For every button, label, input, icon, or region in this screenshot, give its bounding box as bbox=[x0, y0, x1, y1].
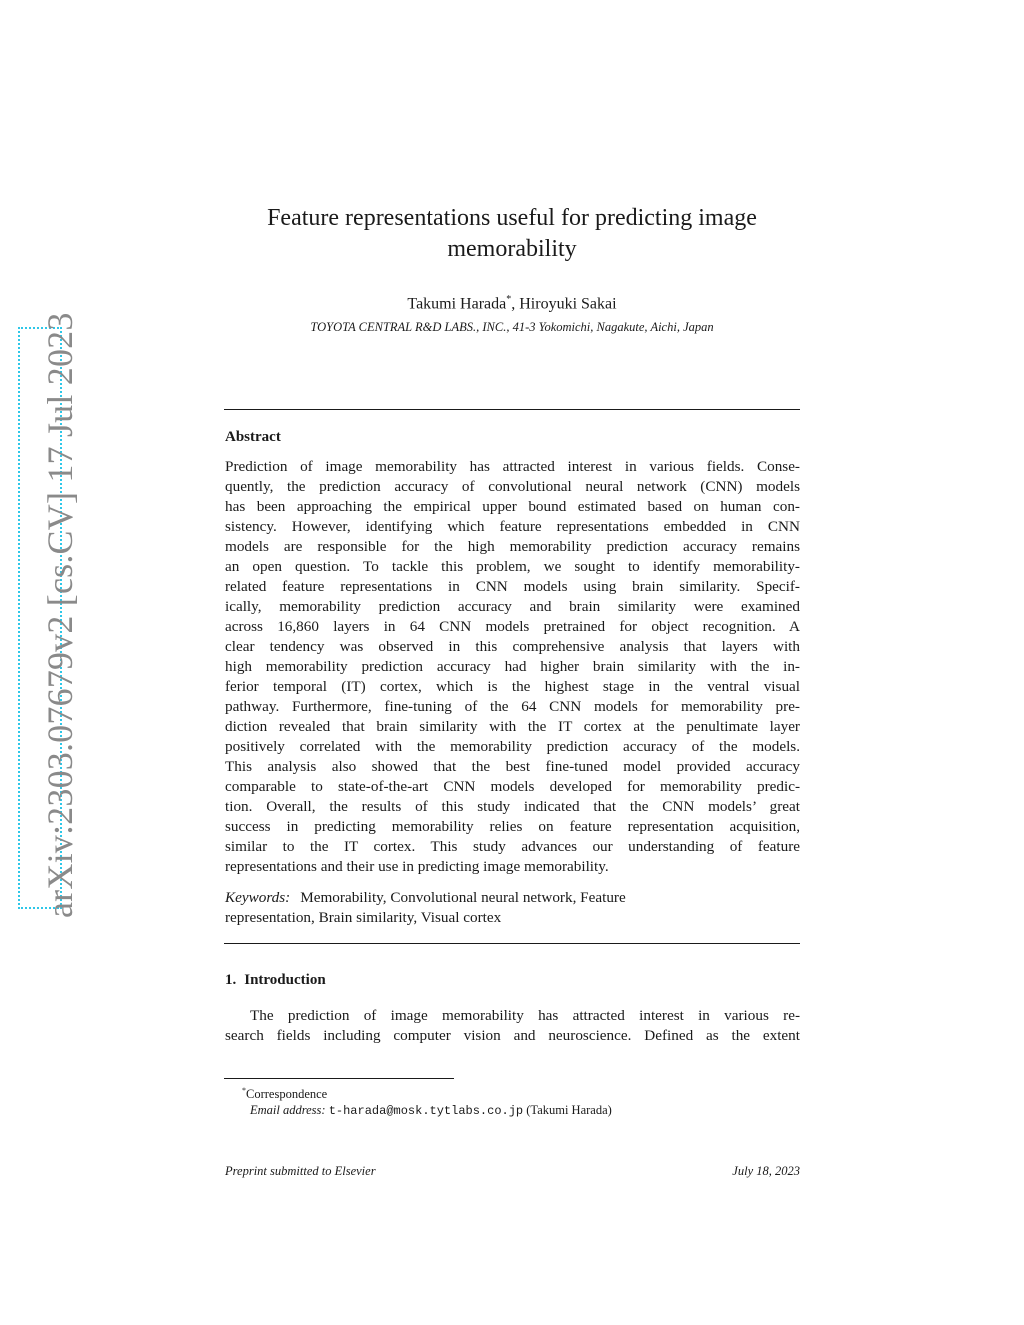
abstract-line: sistency. However, identifying which feature representations embedded in CNN bbox=[225, 518, 800, 535]
footer-date: July 18, 2023 bbox=[732, 1164, 800, 1178]
abstract-top-rule bbox=[224, 409, 800, 410]
arxiv-identifier[interactable]: arXiv:2303.07679v2 [cs.CV] 17 Jul 2023 bbox=[40, 312, 80, 918]
footnote bbox=[242, 1083, 612, 1119]
abstract-line: quently, the prediction accuracy of convolutional neural network (CNN) models bbox=[225, 478, 800, 495]
abstract-body bbox=[225, 457, 800, 877]
abstract-line: ferior temporal (IT) cortex, which is the highest stage in the ventral visual bbox=[225, 678, 800, 695]
abstract-line: ically, memorability prediction accuracy and brain similarity were examined bbox=[225, 598, 800, 615]
author-hiroyuki-sakai: , Hiroyuki Sakai bbox=[511, 295, 617, 313]
keywords-line-2: representation, Brain similarity, Visual cortex bbox=[225, 909, 502, 926]
introduction-body bbox=[225, 1006, 800, 1046]
email-link[interactable]: t-harada@mosk.tytlabs.co.jp bbox=[328, 1104, 524, 1119]
abstract-heading: Abstract bbox=[225, 429, 281, 445]
keywords bbox=[225, 888, 800, 928]
abstract-line: across 16,860 layers in 64 CNN models pretrained for object recognition. A bbox=[225, 618, 800, 635]
abstract-line: Prediction of image memorability has attracted interest in various fields. Conse- bbox=[225, 458, 800, 475]
abstract-line: diction revealed that brain similarity with the IT cortex at the penultimate layer bbox=[225, 718, 800, 735]
email-label: Email address: bbox=[250, 1103, 326, 1118]
email-owner: (Takumi Harada) bbox=[526, 1103, 612, 1118]
introduction-line: search fields including computer vision and neuroscience. Defined as the extent bbox=[225, 1027, 800, 1044]
footnote-rule bbox=[224, 1078, 454, 1079]
affiliation: TOYOTA CENTRAL R&D LABS., INC., 41-3 Yokomichi, Nagakute, Aichi, Japan bbox=[310, 320, 714, 334]
footnote-mark: * bbox=[242, 1086, 246, 1095]
abstract-line: high memorability prediction accuracy had higher brain similarity with the in- bbox=[225, 658, 800, 675]
footer-preprint-note: Preprint submitted to Elsevier bbox=[225, 1164, 376, 1178]
paper-title bbox=[224, 203, 800, 265]
title-line-2: memorability bbox=[447, 236, 577, 262]
footnote-correspondence: Correspondence bbox=[246, 1087, 328, 1102]
abstract-line: success in predicting memorability relies on feature representation acquisition, bbox=[225, 818, 800, 835]
abstract-line: has been approaching the empirical upper bound estimated based on human con- bbox=[225, 498, 800, 515]
abstract-line: This analysis also showed that the best fine-tuned model provided accuracy bbox=[225, 758, 800, 775]
abstract-line: an open question. To tackle this problem, we sought to identify memorability- bbox=[225, 558, 800, 575]
keywords-label: Keywords: bbox=[225, 889, 291, 906]
author-takumi-harada: Takumi Harada bbox=[407, 295, 507, 313]
abstract-bottom-rule bbox=[224, 943, 800, 944]
corresponding-author-mark: * bbox=[506, 294, 512, 305]
abstract-line: similar to the IT cortex. This study advances our understanding of feature bbox=[225, 838, 800, 855]
section-number: 1. bbox=[225, 972, 237, 988]
introduction-line: The prediction of image memorability has attracted interest in various re- bbox=[250, 1007, 800, 1024]
abstract-line: pathway. Furthermore, fine-tuning of the 64 CNN models for memorability pre- bbox=[225, 698, 800, 715]
abstract-line: related feature representations in CNN models using brain similarity. Specif- bbox=[225, 578, 800, 595]
section-heading-introduction bbox=[225, 970, 326, 990]
abstract-line: representations and their use in predicting image memorability. bbox=[225, 858, 609, 875]
title-line-1: Feature representations useful for predicting image bbox=[267, 205, 757, 231]
abstract-line: tion. Overall, the results of this study indicated that the CNN models’ great bbox=[225, 798, 800, 815]
keywords-line-1: Memorability, Convolutional neural network, Feature bbox=[300, 889, 626, 906]
abstract-line: comparable to state-of-the-art CNN models developed for memorability predic- bbox=[225, 778, 800, 795]
abstract-line: clear tendency was observed in this comprehensive analysis that layers with bbox=[225, 638, 800, 655]
abstract-line: positively correlated with the memorability prediction accuracy of the models. bbox=[225, 738, 800, 755]
abstract-line: models are responsible for the high memorability prediction accuracy remains bbox=[225, 538, 800, 555]
author-list bbox=[224, 290, 800, 314]
section-title: Introduction bbox=[244, 972, 326, 988]
